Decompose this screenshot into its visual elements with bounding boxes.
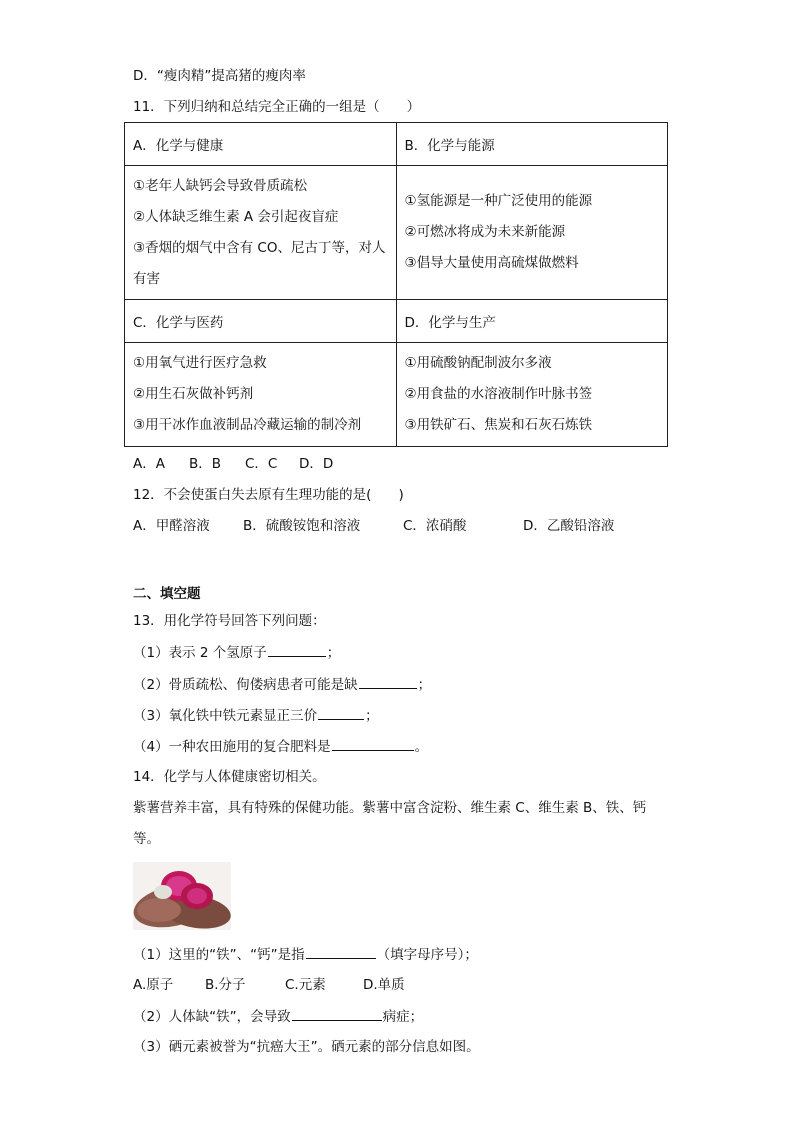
b-item-1: ①氢能源是一种广泛使用的能源 xyxy=(404,193,593,209)
q13-3-text: （3）氧化铁中铁元素显正三价 xyxy=(133,708,318,724)
question-14-part-1 xyxy=(133,944,478,965)
question-14-paragraph-1: 紫薯营养丰富，具有特殊的保健功能。紫薯中富含淀粉、维生素 C、维生素 B、铁、钙 xyxy=(133,800,647,816)
cell-b-items xyxy=(396,166,668,300)
d-item-2: ②用食盐的水溶液制作叶脉书签 xyxy=(404,386,593,402)
cell-c-title: C．化学与医药 xyxy=(125,300,397,343)
c-item-2: ②用生石灰做补钙剂 xyxy=(133,386,254,402)
purple-sweet-potato-image xyxy=(133,862,231,930)
q14-1-text: （1）这里的“铁”、“钙”是指 xyxy=(133,947,305,963)
q12-option-a: A．甲醛溶液 xyxy=(133,518,210,534)
cell-c-items xyxy=(125,343,397,447)
question-14-paragraph-2: 等。 xyxy=(133,831,160,847)
q11-answer-b: B．B xyxy=(189,456,222,472)
question-11-stem: 11．下列归纳和总结完全正确的一组是（ ） xyxy=(133,99,421,115)
question-13-part-2 xyxy=(133,674,431,695)
question-14-part-3: （3）硒元素被誉为“抗癌大王”。硒元素的部分信息如图。 xyxy=(133,1039,480,1055)
a-item-3: ③香烟的烟气中含有 CO、尼古丁等，对人有害 xyxy=(133,239,386,287)
q13-2-tail: ； xyxy=(417,677,432,693)
q13-4-text: （4）一种农田施用的复合肥料是 xyxy=(133,739,331,755)
a-item-2: ②人体缺乏维生素 A 会引起夜盲症 xyxy=(133,208,339,225)
question-13-part-3 xyxy=(133,705,379,726)
q13-1-tail: ； xyxy=(326,645,341,661)
question-13-part-4 xyxy=(133,736,428,757)
question-13-part-1 xyxy=(133,642,340,663)
q12-option-c: C．浓硝酸 xyxy=(403,518,467,534)
d-item-1: ①用硫酸钠配制波尔多液 xyxy=(404,355,552,371)
b-item-2: ②可燃冰将成为未来新能源 xyxy=(404,224,566,240)
q13-2-text: （2）骨质疏松、佝偻病患者可能是缺 xyxy=(133,677,358,693)
question-12-options xyxy=(133,516,614,536)
q14-option-a: A.原子 xyxy=(133,977,174,993)
answer-blank[interactable] xyxy=(292,1006,382,1021)
answer-blank[interactable] xyxy=(268,642,326,657)
cell-d-title: D．化学与生产 xyxy=(396,300,668,343)
cell-b-title: B．化学与能源 xyxy=(396,123,668,166)
question-11-table xyxy=(124,122,668,447)
question-11-answers xyxy=(133,454,333,474)
question-13-stem: 13．用化学符号回答下列问题： xyxy=(133,613,326,629)
cell-a-title: A．化学与健康 xyxy=(125,123,397,166)
q14-1-tail: （填字母序号）； xyxy=(376,947,478,963)
d-item-3: ③用铁矿石、焦炭和石灰石炼铁 xyxy=(404,417,593,433)
b-item-3: ③倡导大量使用高硫煤做燃料 xyxy=(404,255,579,271)
question-14-part-1-options xyxy=(133,975,405,995)
q14-option-b: B.分子 xyxy=(205,977,246,993)
cell-d-items xyxy=(396,343,668,447)
question-14-part-2 xyxy=(133,1006,423,1027)
q14-2-text: （2）人体缺“铁”，会导致 xyxy=(133,1009,291,1025)
q12-option-b: B．硫酸铵饱和溶液 xyxy=(243,518,361,534)
section-heading: 二、填空题 xyxy=(133,586,201,602)
cell-a-items xyxy=(125,166,397,300)
c-item-3: ③用干冰作血液制品冷藏运输的制冷剂 xyxy=(133,417,362,433)
q14-2-tail: 病症； xyxy=(382,1009,424,1025)
q11-answer-d: D．D xyxy=(299,456,334,472)
q13-4-tail: 。 xyxy=(414,739,429,755)
c-item-1: ①用氧气进行医疗急救 xyxy=(133,355,267,371)
answer-blank[interactable] xyxy=(318,705,364,720)
q14-option-c: C.元素 xyxy=(285,977,326,993)
q12-option-d: D．乙酸铅溶液 xyxy=(523,518,615,534)
answer-blank[interactable] xyxy=(306,944,376,959)
a-item-1: ①老年人缺钙会导致骨质疏松 xyxy=(133,177,308,194)
q14-option-d: D.单质 xyxy=(363,977,405,993)
answer-blank[interactable] xyxy=(332,736,414,751)
q13-1-text: （1）表示 2 个氢原子 xyxy=(133,645,267,661)
question-14-stem: 14．化学与人体健康密切相关。 xyxy=(133,769,326,785)
option-d-text: D．“瘦肉精”提高猪的瘦肉率 xyxy=(133,68,306,84)
answer-blank[interactable] xyxy=(359,674,417,689)
q11-answer-a: A．A xyxy=(133,456,165,472)
q11-answer-c: C．C xyxy=(245,456,278,472)
question-12-stem: 12．不会使蛋白失去原有生理功能的是( ) xyxy=(133,487,404,503)
q13-3-tail: ； xyxy=(365,708,379,724)
